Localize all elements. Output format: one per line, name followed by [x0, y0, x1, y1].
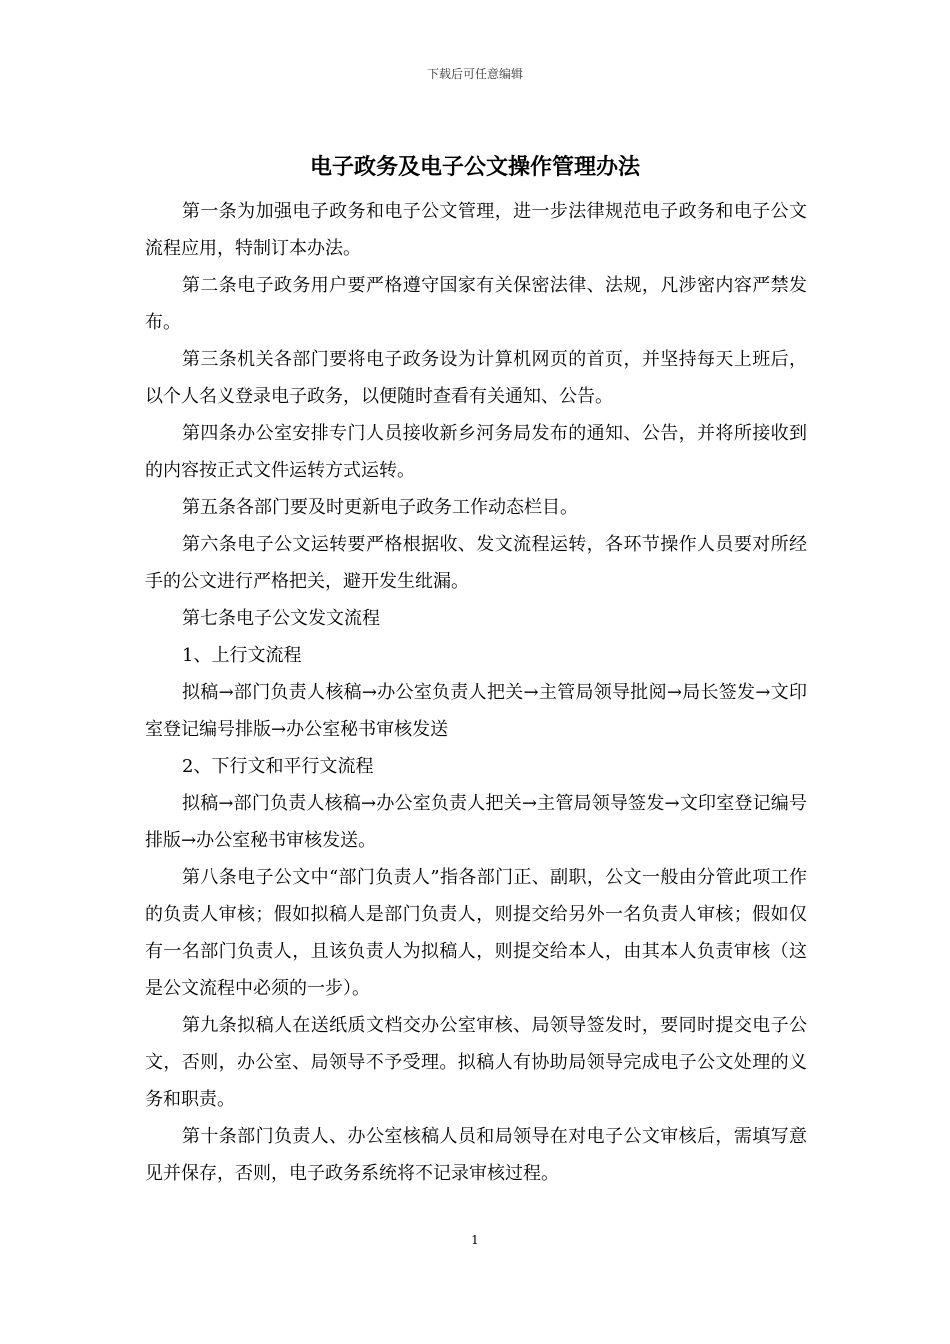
paragraph-upward-flow-heading: 1、上行文流程: [182, 645, 302, 666]
paragraph-article-3: 第三条机关各部门要将电子政务设为计算机网页的首页，并坚持每天上班后，以个人名义登录电子政务，以便随时查看有关通知、公告。: [145, 349, 807, 407]
paragraph-upward-flow-steps: 拟稿→部门负责人核稿→办公室负责人把关→主管局领导批阅→局长签发→文印室登记编号排版→办公室秘书审核发送: [145, 682, 807, 740]
paragraph-downward-flow-steps: 拟稿→部门负责人核稿→办公室负责人把关→主管局领导签发→文印室登记编号排版→办公室秘书审核发送。: [145, 793, 807, 851]
page-number: 1: [471, 1233, 479, 1247]
paragraph-article-9: 第九条拟稿人在送纸质文档交办公室审核、局领导签发时，要同时提交电子公文，否则，办公室、局领导不予受理。拟稿人有协助局领导完成电子公文处理的义务和职责。: [145, 1015, 807, 1110]
paragraph-article-1: 第一条为加强电子政务和电子公文管理，进一步法律规范电子政务和电子公文流程应用，特制订本办法。: [145, 201, 807, 259]
paragraph-article-8: 第八条电子公文中“部门负责人”指各部门正、副职，公文一般由分管此项工作的负责人审核；假如拟稿人是部门负责人，则提交给另外一名负责人审核；假如仅有一名部门负责人，且该负责人为拟稿人，则提交给本人，由其本人负责审核（这是公文流程中必须的一步）。: [145, 867, 807, 999]
paragraph-article-10: 第十条部门负责人、办公室核稿人员和局领导在对电子公文审核后，需填写意见并保存，否则，电子政务系统将不记录审核过程。: [145, 1126, 807, 1184]
header-note: 下载后可任意编辑: [426, 67, 523, 81]
paragraph-downward-flow-heading: 2、下行文和平行文流程: [182, 756, 374, 777]
paragraph-article-7: 第七条电子公文发文流程: [182, 608, 380, 629]
paragraph-article-5: 第五条各部门要及时更新电子政务工作动态栏目。: [182, 497, 578, 518]
document-title: 电子政务及电子公文操作管理办法: [309, 154, 640, 180]
paragraph-article-2: 第二条电子政务用户要严格遵守国家有关保密法律、法规，凡涉密内容严禁发布。: [145, 275, 807, 333]
paragraph-article-4: 第四条办公室安排专门人员接收新乡河务局发布的通知、公告，并将所接收到的内容按正式文件运转方式运转。: [145, 423, 807, 481]
paragraph-article-6: 第六条电子公文运转要严格根据收、发文流程运转，各环节操作人员要对所经手的公文进行严格把关，避开发生纰漏。: [145, 534, 807, 592]
document-body: [145, 193, 807, 1192]
